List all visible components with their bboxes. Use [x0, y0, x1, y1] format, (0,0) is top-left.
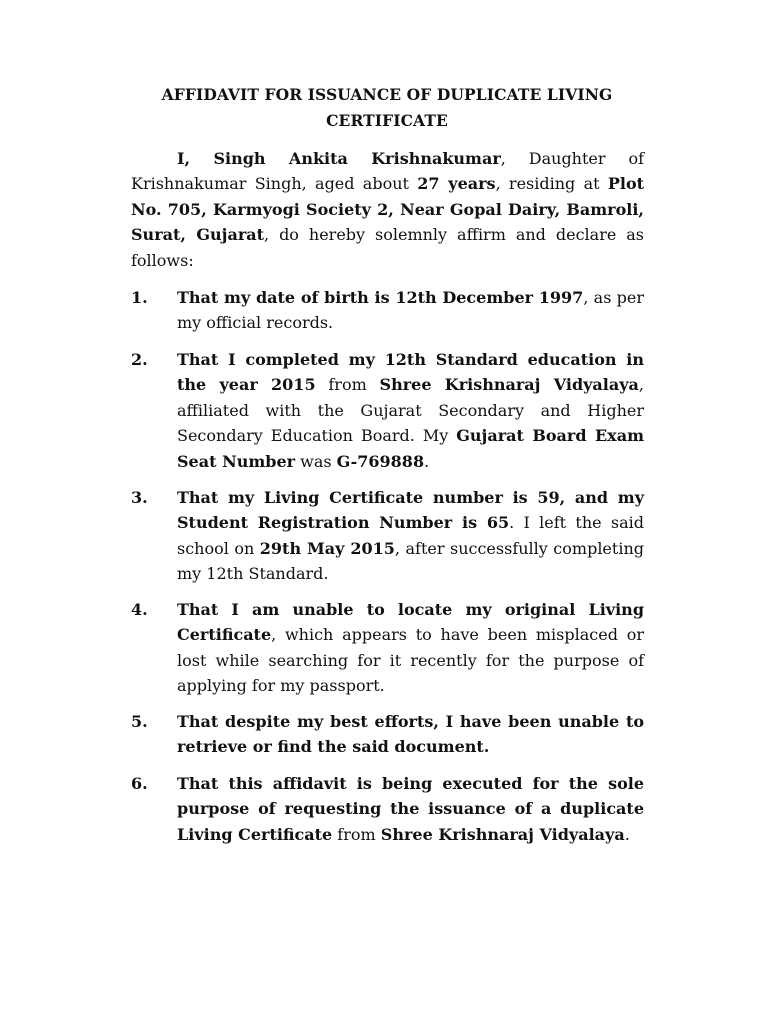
item-bold-text: That I completed my 12th Standard education in the year 2015	[177, 350, 644, 395]
item-number: 2.	[131, 350, 148, 369]
item-text: from	[315, 375, 380, 395]
declaration-item-2	[131, 347, 644, 474]
item-bold-text: That this affidavit is being executed for the sole purpose of requesting the issuance of a duplicate Living Certificate	[177, 774, 644, 844]
title-line-2: CERTIFICATE	[326, 111, 448, 130]
item-bold-text: That my date of birth is 12th December 1997	[177, 288, 584, 307]
intro-address: Plot No. 705, Karmyogi Society 2, Near Gopal Dairy, Bamroli, Surat, Gujarat	[131, 174, 644, 245]
declaration-item-6	[131, 771, 644, 847]
intro-paragraph	[131, 146, 644, 273]
item-number: 1.	[131, 288, 148, 307]
item-school-name: Shree Krishnaraj Vidyalaya	[379, 375, 639, 395]
declaration-item-5	[131, 709, 644, 760]
item-text: was	[295, 451, 337, 471]
intro-text-1: , Daughter of Krishnakumar Singh, aged about	[131, 149, 644, 194]
item-leaving-date: 29th May 2015	[259, 538, 395, 558]
declaration-item-4	[131, 597, 644, 699]
item-text: , as per my official records.	[177, 288, 645, 333]
item-text: .	[624, 824, 630, 844]
item-bold-text: That despite my best efforts, I have been unable to retrieve or find the said document.	[177, 712, 644, 757]
item-text: , which appears to have been misplaced or lost while searching for it recently for the purpose of applying for my passport.	[177, 625, 644, 696]
item-text: . I left the said school on	[177, 513, 645, 558]
title-line-1: AFFIDAVIT FOR ISSUANCE OF DUPLICATE LIVING	[161, 85, 613, 104]
item-number: 6.	[131, 774, 148, 793]
intro-text-2: , residing at	[495, 174, 608, 194]
item-number: 4.	[131, 600, 148, 619]
item-text: .	[424, 451, 430, 471]
item-text: , after successfully completing my 12th Standard.	[177, 538, 644, 584]
intro-text-3: , do hereby solemnly affirm and declare as follows:	[131, 225, 645, 270]
document-title	[130, 82, 644, 134]
declaration-item-1	[131, 285, 644, 336]
intro-age: 27 years	[417, 174, 496, 194]
item-text: , affiliated with the Gujarat Secondary and Higher Secondary Education Board. My	[177, 375, 644, 446]
item-seat-label: Gujarat Board Exam Seat Number	[177, 426, 644, 471]
item-number: 5.	[131, 712, 148, 731]
item-text: from	[332, 824, 381, 844]
declaration-item-3	[131, 485, 644, 587]
item-seat-number: G-769888	[336, 451, 425, 471]
item-bold-text: That I am unable to locate my original Living Certificate	[177, 600, 644, 645]
item-bold-text: That my Living Certificate number is 59, and my Student Registration Number is 65	[177, 488, 644, 533]
item-number: 3.	[131, 488, 148, 507]
intro-declarant-name: I, Singh Ankita Krishnakumar	[177, 149, 501, 168]
item-school-name: Shree Krishnaraj Vidyalaya	[380, 824, 625, 844]
